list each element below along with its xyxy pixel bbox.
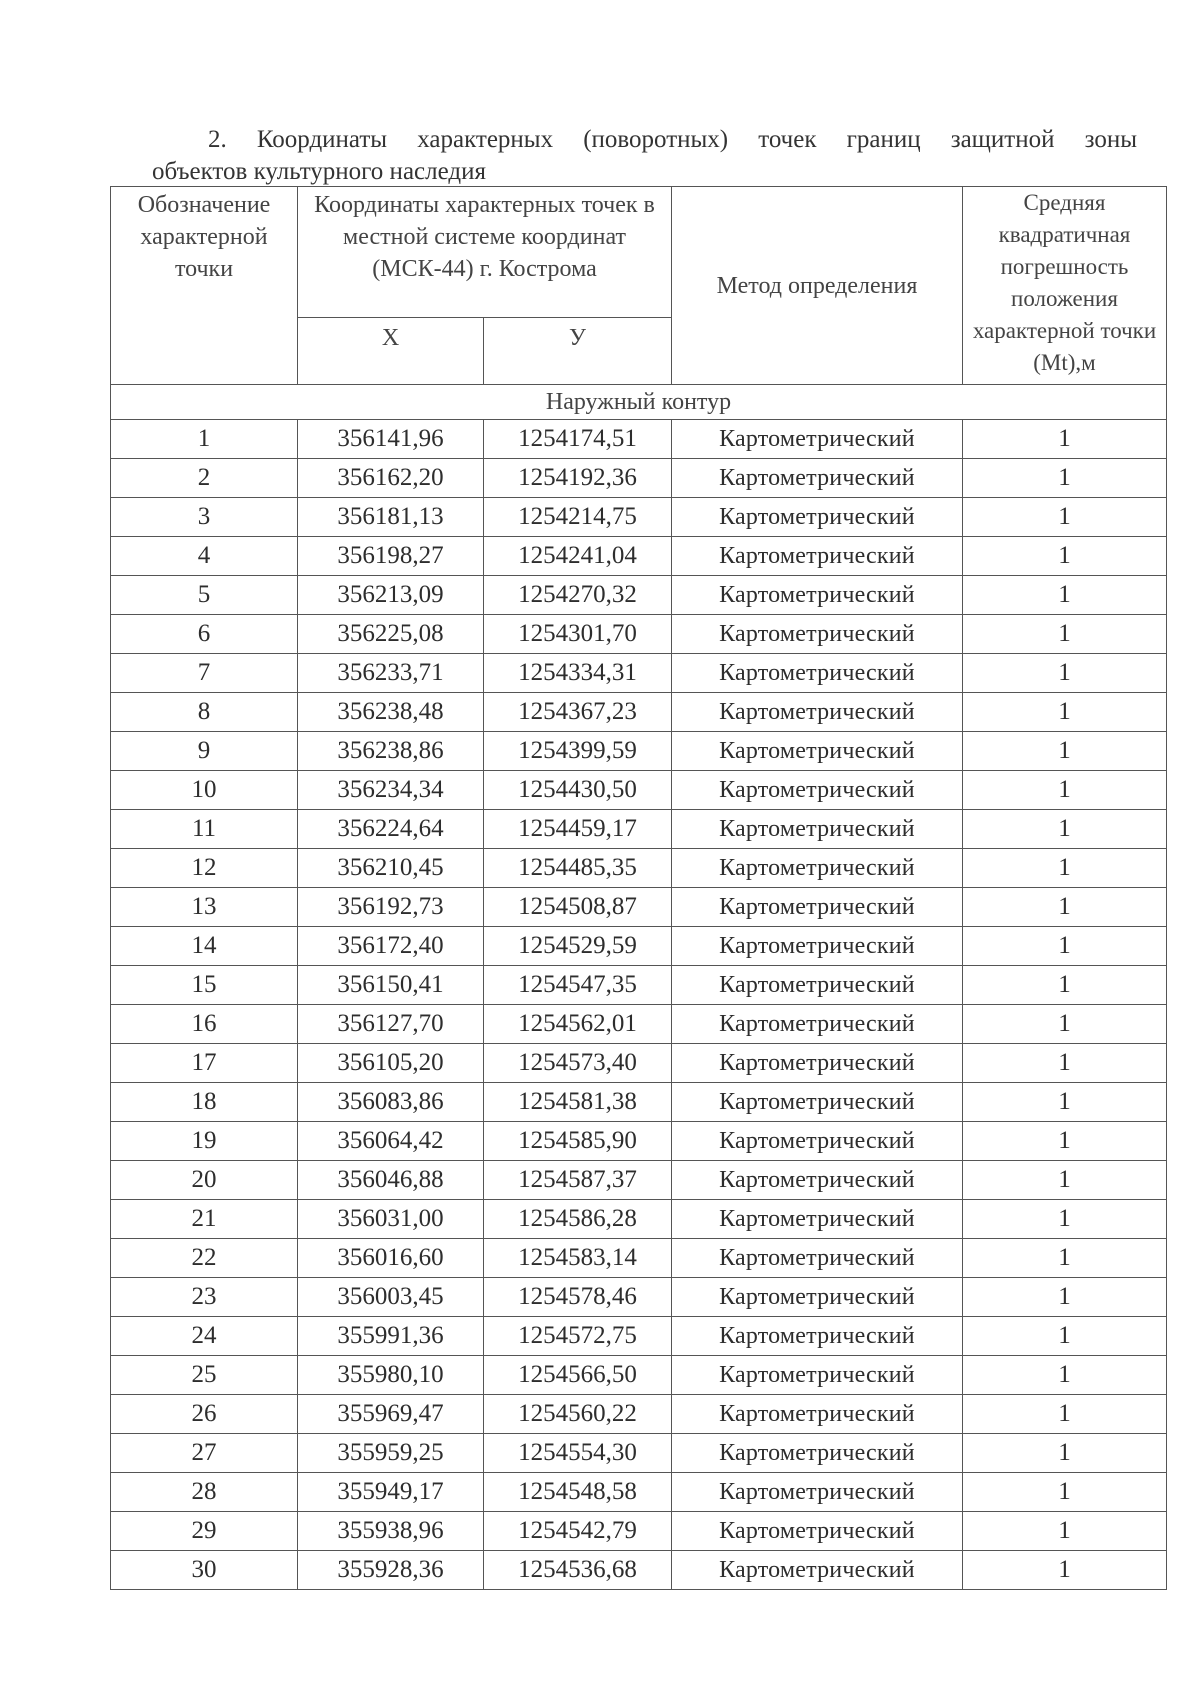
x-coordinate: 356150,41 — [298, 966, 484, 1005]
y-coordinate: 1254536,68 — [484, 1551, 672, 1590]
accuracy-value: 1 — [963, 693, 1167, 732]
table-row — [111, 1551, 1167, 1590]
method-value: Картометрический — [672, 1395, 963, 1434]
point-number: 16 — [111, 1005, 298, 1044]
y-coordinate: 1254192,36 — [484, 459, 672, 498]
document-heading — [152, 124, 1137, 188]
accuracy-value: 1 — [963, 1239, 1167, 1278]
point-number: 12 — [111, 849, 298, 888]
y-coordinate: 1254548,58 — [484, 1473, 672, 1512]
y-coordinate: 1254586,28 — [484, 1200, 672, 1239]
method-value: Картометрический — [672, 537, 963, 576]
table-row — [111, 1161, 1167, 1200]
y-coordinate: 1254585,90 — [484, 1122, 672, 1161]
table-row — [111, 459, 1167, 498]
point-number: 5 — [111, 576, 298, 615]
method-value: Картометрический — [672, 1005, 963, 1044]
accuracy-value: 1 — [963, 576, 1167, 615]
table-row — [111, 1005, 1167, 1044]
y-coordinate: 1254583,14 — [484, 1239, 672, 1278]
table-row — [111, 1356, 1167, 1395]
point-number: 24 — [111, 1317, 298, 1356]
point-number: 8 — [111, 693, 298, 732]
y-coordinate: 1254270,32 — [484, 576, 672, 615]
table-row — [111, 537, 1167, 576]
method-value: Картометрический — [672, 498, 963, 537]
y-coordinate: 1254573,40 — [484, 1044, 672, 1083]
point-number: 23 — [111, 1278, 298, 1317]
table-row — [111, 1200, 1167, 1239]
y-coordinate: 1254581,38 — [484, 1083, 672, 1122]
table-row — [111, 1512, 1167, 1551]
table-row — [111, 693, 1167, 732]
x-coordinate: 356003,45 — [298, 1278, 484, 1317]
point-number: 13 — [111, 888, 298, 927]
method-value: Картометрический — [672, 1200, 963, 1239]
point-number: 1 — [111, 420, 298, 459]
accuracy-value: 1 — [963, 1122, 1167, 1161]
x-coordinate: 356224,64 — [298, 810, 484, 849]
table-row — [111, 615, 1167, 654]
accuracy-value: 1 — [963, 966, 1167, 1005]
accuracy-value: 1 — [963, 1005, 1167, 1044]
method-value: Картометрический — [672, 1161, 963, 1200]
heading-line-1: 2. Координаты характерных (поворотных) точек границ защитной зоны — [208, 126, 1137, 153]
table-row — [111, 1083, 1167, 1122]
method-value: Картометрический — [672, 615, 963, 654]
point-number: 6 — [111, 615, 298, 654]
x-coordinate: 356238,86 — [298, 732, 484, 771]
header-point-designation: Обозначение характерной точки — [111, 187, 298, 385]
accuracy-value: 1 — [963, 810, 1167, 849]
y-coordinate: 1254430,50 — [484, 771, 672, 810]
y-coordinate: 1254560,22 — [484, 1395, 672, 1434]
x-coordinate: 355991,36 — [298, 1317, 484, 1356]
point-number: 3 — [111, 498, 298, 537]
y-coordinate: 1254587,37 — [484, 1161, 672, 1200]
point-number: 29 — [111, 1512, 298, 1551]
x-coordinate: 356083,86 — [298, 1083, 484, 1122]
header-accuracy: Средняя квадратичная погрешность положения характерной точки (Mt),м — [963, 187, 1167, 385]
table-row — [111, 1395, 1167, 1434]
x-coordinate: 356127,70 — [298, 1005, 484, 1044]
accuracy-value: 1 — [963, 927, 1167, 966]
y-coordinate: 1254301,70 — [484, 615, 672, 654]
x-coordinate: 355980,10 — [298, 1356, 484, 1395]
accuracy-value: 1 — [963, 849, 1167, 888]
accuracy-value: 1 — [963, 771, 1167, 810]
table-row — [111, 927, 1167, 966]
y-coordinate: 1254334,31 — [484, 654, 672, 693]
y-coordinate: 1254562,01 — [484, 1005, 672, 1044]
x-coordinate: 355969,47 — [298, 1395, 484, 1434]
point-number: 20 — [111, 1161, 298, 1200]
table-row — [111, 1122, 1167, 1161]
accuracy-value: 1 — [963, 459, 1167, 498]
table-row — [111, 849, 1167, 888]
x-coordinate: 356016,60 — [298, 1239, 484, 1278]
heading-line-2: объектов культурного наследия — [152, 158, 486, 185]
table-row — [111, 1317, 1167, 1356]
accuracy-value: 1 — [963, 1473, 1167, 1512]
x-coordinate: 356181,13 — [298, 498, 484, 537]
x-coordinate: 356233,71 — [298, 654, 484, 693]
section-label: Наружный контур — [111, 385, 1167, 420]
table-row — [111, 1239, 1167, 1278]
y-coordinate: 1254578,46 — [484, 1278, 672, 1317]
accuracy-value: 1 — [963, 615, 1167, 654]
method-value: Картометрический — [672, 849, 963, 888]
table-row — [111, 888, 1167, 927]
x-coordinate: 356162,20 — [298, 459, 484, 498]
y-coordinate: 1254554,30 — [484, 1434, 672, 1473]
point-number: 7 — [111, 654, 298, 693]
method-value: Картометрический — [672, 1278, 963, 1317]
method-value: Картометрический — [672, 810, 963, 849]
x-coordinate: 356172,40 — [298, 927, 484, 966]
header-row-top — [111, 187, 1167, 318]
method-value: Картометрический — [672, 732, 963, 771]
method-value: Картометрический — [672, 1083, 963, 1122]
header-x: Х — [298, 318, 484, 385]
accuracy-value: 1 — [963, 1161, 1167, 1200]
method-value: Картометрический — [672, 459, 963, 498]
method-value: Картометрический — [672, 576, 963, 615]
accuracy-value: 1 — [963, 654, 1167, 693]
x-coordinate: 356238,48 — [298, 693, 484, 732]
x-coordinate: 355928,36 — [298, 1551, 484, 1590]
method-value: Картометрический — [672, 1239, 963, 1278]
point-number: 21 — [111, 1200, 298, 1239]
header-method: Метод определения — [672, 187, 963, 385]
table-row — [111, 1473, 1167, 1512]
x-coordinate: 356210,45 — [298, 849, 484, 888]
x-coordinate: 355959,25 — [298, 1434, 484, 1473]
y-coordinate: 1254542,79 — [484, 1512, 672, 1551]
accuracy-value: 1 — [963, 1395, 1167, 1434]
accuracy-value: 1 — [963, 1200, 1167, 1239]
x-coordinate: 356105,20 — [298, 1044, 484, 1083]
point-number: 28 — [111, 1473, 298, 1512]
table-row — [111, 420, 1167, 459]
y-coordinate: 1254241,04 — [484, 537, 672, 576]
accuracy-value: 1 — [963, 732, 1167, 771]
coordinates-table — [110, 186, 1167, 1590]
y-coordinate: 1254566,50 — [484, 1356, 672, 1395]
table-row — [111, 810, 1167, 849]
y-coordinate: 1254214,75 — [484, 498, 672, 537]
y-coordinate: 1254572,75 — [484, 1317, 672, 1356]
y-coordinate: 1254547,35 — [484, 966, 672, 1005]
point-number: 9 — [111, 732, 298, 771]
accuracy-value: 1 — [963, 1278, 1167, 1317]
point-number: 10 — [111, 771, 298, 810]
method-value: Картометрический — [672, 1473, 963, 1512]
x-coordinate: 356031,00 — [298, 1200, 484, 1239]
point-number: 17 — [111, 1044, 298, 1083]
method-value: Картометрический — [672, 888, 963, 927]
x-coordinate: 356213,09 — [298, 576, 484, 615]
header-coordinates-group: Координаты характерных точек в местной системе координат (МСК-44) г. Кострома — [298, 187, 672, 318]
method-value: Картометрический — [672, 654, 963, 693]
y-coordinate: 1254367,23 — [484, 693, 672, 732]
y-coordinate: 1254399,59 — [484, 732, 672, 771]
table-row — [111, 498, 1167, 537]
accuracy-value: 1 — [963, 1551, 1167, 1590]
x-coordinate: 356064,42 — [298, 1122, 484, 1161]
method-value: Картометрический — [672, 1044, 963, 1083]
method-value: Картометрический — [672, 1434, 963, 1473]
x-coordinate: 356141,96 — [298, 420, 484, 459]
x-coordinate: 355949,17 — [298, 1473, 484, 1512]
method-value: Картометрический — [672, 966, 963, 1005]
y-coordinate: 1254174,51 — [484, 420, 672, 459]
header-y: У — [484, 318, 672, 385]
accuracy-value: 1 — [963, 1317, 1167, 1356]
x-coordinate: 356192,73 — [298, 888, 484, 927]
point-number: 26 — [111, 1395, 298, 1434]
accuracy-value: 1 — [963, 420, 1167, 459]
x-coordinate: 356234,34 — [298, 771, 484, 810]
point-number: 15 — [111, 966, 298, 1005]
point-number: 18 — [111, 1083, 298, 1122]
point-number: 22 — [111, 1239, 298, 1278]
point-number: 25 — [111, 1356, 298, 1395]
y-coordinate: 1254485,35 — [484, 849, 672, 888]
accuracy-value: 1 — [963, 1083, 1167, 1122]
point-number: 27 — [111, 1434, 298, 1473]
x-coordinate: 356198,27 — [298, 537, 484, 576]
table-row — [111, 732, 1167, 771]
method-value: Картометрический — [672, 693, 963, 732]
method-value: Картометрический — [672, 1122, 963, 1161]
accuracy-value: 1 — [963, 888, 1167, 927]
y-coordinate: 1254459,17 — [484, 810, 672, 849]
y-coordinate: 1254529,59 — [484, 927, 672, 966]
table-row — [111, 576, 1167, 615]
table-row — [111, 771, 1167, 810]
method-value: Картометрический — [672, 420, 963, 459]
x-coordinate: 356046,88 — [298, 1161, 484, 1200]
section-row — [111, 385, 1167, 420]
method-value: Картометрический — [672, 1551, 963, 1590]
accuracy-value: 1 — [963, 1044, 1167, 1083]
x-coordinate: 355938,96 — [298, 1512, 484, 1551]
x-coordinate: 356225,08 — [298, 615, 484, 654]
point-number: 30 — [111, 1551, 298, 1590]
accuracy-value: 1 — [963, 1512, 1167, 1551]
method-value: Картометрический — [672, 927, 963, 966]
table-row — [111, 966, 1167, 1005]
y-coordinate: 1254508,87 — [484, 888, 672, 927]
table-row — [111, 1278, 1167, 1317]
point-number: 4 — [111, 537, 298, 576]
method-value: Картометрический — [672, 771, 963, 810]
point-number: 11 — [111, 810, 298, 849]
point-number: 2 — [111, 459, 298, 498]
table-row — [111, 654, 1167, 693]
accuracy-value: 1 — [963, 1434, 1167, 1473]
table-row — [111, 1434, 1167, 1473]
point-number: 14 — [111, 927, 298, 966]
accuracy-value: 1 — [963, 537, 1167, 576]
method-value: Картометрический — [672, 1512, 963, 1551]
accuracy-value: 1 — [963, 498, 1167, 537]
method-value: Картометрический — [672, 1317, 963, 1356]
accuracy-value: 1 — [963, 1356, 1167, 1395]
table-row — [111, 1044, 1167, 1083]
method-value: Картометрический — [672, 1356, 963, 1395]
point-number: 19 — [111, 1122, 298, 1161]
